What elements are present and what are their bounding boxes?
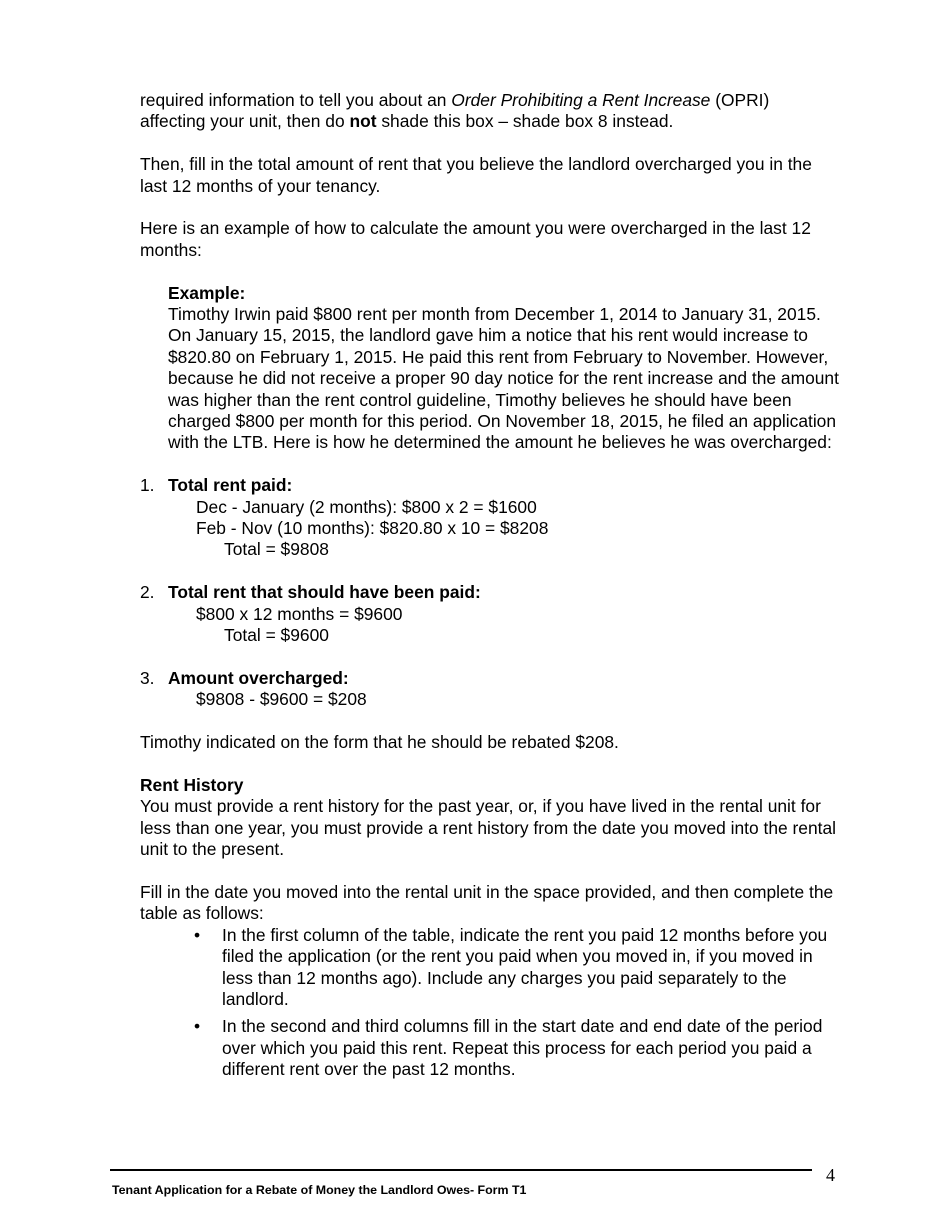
rebate-paragraph: Timothy indicated on the form that he should be rebated $208. (140, 732, 619, 753)
list-item-text: In the second and third columns fill in the start date and end date of the period over which you paid this rent. Repeat this process for each period you paid a different rent over the past 12 months. (222, 1016, 823, 1080)
intro-text-4: shade this box – shade box 8 instead. (376, 111, 674, 132)
step-line: $800 x 12 months = $9600 (196, 603, 403, 624)
bullet-icon: • (194, 924, 201, 945)
step-number: 2. (140, 582, 155, 603)
intro-not: not (349, 111, 377, 132)
list-item-text: In the first column of the table, indicate the rent you paid 12 months before you filed the application (or the rent you paid when you moved in, if you moved in less than 12 months ago). Include any charges you paid separately to the landlord. (222, 924, 828, 1009)
step-line: Dec - January (2 months): $800 x 2 = $1600 (196, 496, 537, 517)
list-item (194, 1016, 840, 1080)
step-rent-should-have-paid (140, 582, 840, 646)
example-block (168, 283, 840, 454)
intro-paragraph (140, 90, 840, 133)
example-intro-paragraph: Here is an example of how to calculate the amount you were overcharged in the last 12 months: (140, 218, 811, 260)
step-title: Total rent paid: (168, 475, 293, 496)
intro-text-2: (OPRI) (710, 90, 770, 110)
footer-form-title: Tenant Application for a Rebate of Money the Landlord Owes- Form T1 (112, 1183, 527, 1197)
total-overcharge-paragraph: Then, fill in the total amount of rent that you believe the landlord overcharged you in the last 12 months of your tenancy. (140, 154, 812, 196)
example-body: Timothy Irwin paid $800 rent per month from December 1, 2014 to January 31, 2015. On January 15, 2015, the landlord gave him a notice that his rent would increase to $820.80 on February 1, 2015. He paid this rent from February to November. However, because he did not receive a proper 90 day notice for the rent increase and the amount was higher than the rent control guideline, Timothy believes he should have been charged $800 per month for this period. On November 18, 2015, he filed an application with the LTB. Here is how he determined the amount he believes he was overcharged: (168, 304, 839, 453)
list-item (194, 925, 840, 1011)
step-line: Feb - Nov (10 months): $820.80 x 10 = $8208 (196, 518, 549, 539)
step-title: Amount overcharged: (168, 667, 349, 688)
instructions-list (194, 925, 840, 1081)
rent-history-section (140, 775, 840, 861)
example-heading: Example: (168, 282, 246, 303)
opri-title: Order Prohibiting a Rent Increase (451, 90, 711, 110)
page-content (140, 90, 840, 1087)
step-total: Total = $9600 (224, 625, 329, 646)
step-number: 3. (140, 667, 155, 688)
bullet-icon: • (194, 1016, 201, 1037)
step-number: 1. (140, 475, 155, 496)
step-line: $9808 - $9600 = $208 (196, 689, 367, 710)
fill-in-paragraph: Fill in the date you moved into the rental unit in the space provided, and then complete the table as follows: (140, 881, 834, 924)
page-number: 4 (826, 1165, 835, 1185)
intro-text-3: affecting your unit, then do (140, 111, 350, 132)
step-amount-overcharged (140, 668, 840, 711)
rent-history-body: You must provide a rent history for the past year, or, if you have lived in the rental unit for less than one year, you must provide a rent history from the date you moved into the rental unit to the present. (140, 796, 837, 860)
step-total: Total = $9808 (224, 539, 329, 560)
rent-history-heading: Rent History (140, 774, 244, 795)
footer-divider (110, 1169, 812, 1171)
step-title: Total rent that should have been paid: (168, 582, 481, 603)
step-total-rent-paid (140, 475, 840, 561)
intro-text-1: required information to tell you about an (140, 90, 452, 110)
